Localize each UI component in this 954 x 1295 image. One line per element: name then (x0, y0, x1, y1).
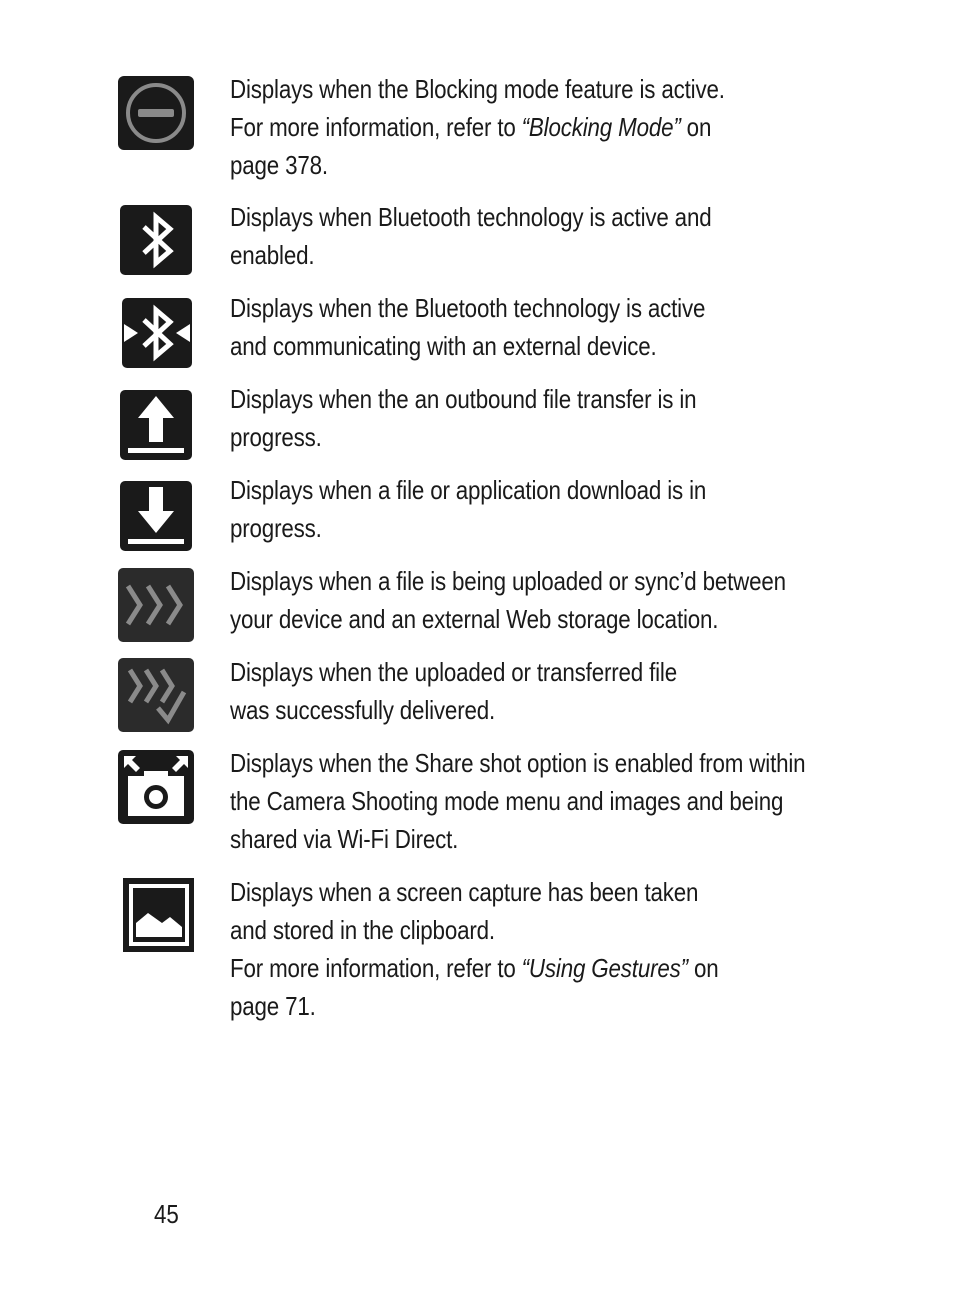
description-line: the Camera Shooting mode menu and images and being (230, 786, 784, 816)
cross-reference-link[interactable]: “Using Gestures” (521, 953, 688, 983)
entry-description (230, 653, 780, 729)
description-line: was successfully delivered. (230, 695, 496, 725)
blocking-mode-icon (118, 76, 194, 152)
description-line: and communicating with an external device. (230, 331, 657, 361)
upload-complete-icon (118, 658, 194, 734)
description-line: Displays when the uploaded or transferred file (230, 657, 677, 687)
entry-description (230, 873, 780, 1025)
reference-suffix: on (680, 112, 712, 142)
reference-prefix: For more information, refer to (230, 112, 522, 142)
screen-capture-icon (118, 877, 194, 953)
cross-reference-link[interactable]: “Blocking Mode” (521, 112, 681, 142)
entry-description (230, 471, 780, 547)
upload-icon (118, 388, 194, 464)
entry-description (230, 380, 780, 456)
description-line: and stored in the clipboard. (230, 915, 495, 945)
reference-suffix: on (687, 953, 719, 983)
description-line: page 71. (230, 991, 316, 1021)
description-line: shared via Wi-Fi Direct. (230, 824, 459, 854)
entry-description (230, 562, 786, 638)
entry-description (230, 744, 806, 858)
entry-description (230, 70, 780, 184)
reference-prefix: For more information, refer to (230, 953, 522, 983)
description-line: Displays when a file or application download is in (230, 475, 707, 505)
entry-description (230, 198, 780, 274)
description-line: Displays when the an outbound file transfer is in (230, 384, 697, 414)
description-line: Displays when Bluetooth technology is active and (230, 202, 712, 232)
page-number: 45 (154, 1199, 179, 1229)
description-line: Displays when the Share shot option is enabled from within (230, 748, 806, 778)
description-line: page 378. (230, 150, 328, 180)
share-shot-icon (118, 750, 194, 826)
description-line: Displays when a screen capture has been taken (230, 877, 699, 907)
download-icon (118, 479, 194, 555)
description-line: progress. (230, 513, 322, 543)
description-line: enabled. (230, 240, 315, 270)
bluetooth-connected-icon (118, 296, 194, 372)
description-line: Displays when a file is being uploaded or sync’d between (230, 566, 786, 596)
bluetooth-icon (118, 203, 194, 279)
sync-icon (118, 568, 194, 644)
entry-description (230, 289, 780, 365)
description-line: your device and an external Web storage location. (230, 604, 719, 634)
description-line (230, 949, 780, 987)
description-line: progress. (230, 422, 322, 452)
description-line (230, 108, 780, 146)
description-line: Displays when the Bluetooth technology is active (230, 293, 706, 323)
description-line: Displays when the Blocking mode feature is active. (230, 74, 725, 104)
